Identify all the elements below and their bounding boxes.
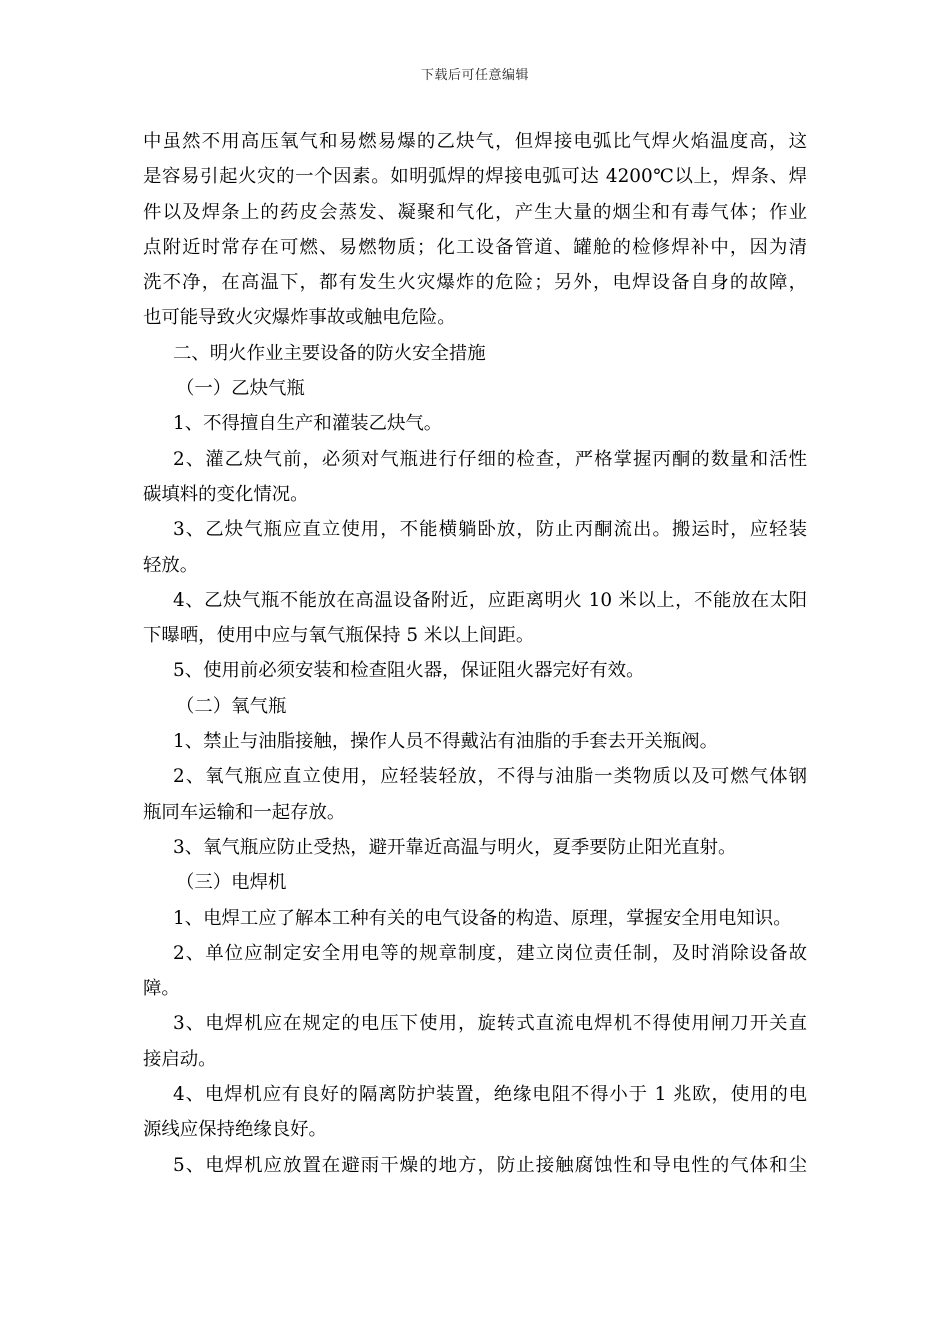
- list-item: 2、单位应制定安全用电等的规章制度，建立岗位责任制，及时消除设备故: [173, 942, 807, 964]
- list-item: 3、乙炔气瓶应直立使用，不能横躺卧放，防止丙酮流出。搬运时，应轻装: [173, 519, 807, 541]
- list-item: 4、电焊机应有良好的隔离防护装置，绝缘电阻不得小于 1 兆欧，使用的电: [173, 1084, 807, 1106]
- section-heading: 二、明火作业主要设备的防火安全措施: [173, 342, 486, 364]
- subsection-heading: （二）氧气瓶: [176, 695, 287, 717]
- list-item: 3、电焊机应在规定的电压下使用，旋转式直流电焊机不得使用闸刀开关直: [173, 1013, 807, 1035]
- list-item-continuation: 轻放。: [143, 554, 199, 576]
- list-item: 2、氧气瓶应直立使用，应轻装轻放，不得与油脂一类物质以及可燃气体钢: [173, 766, 807, 788]
- list-item-continuation: 下曝晒，使用中应与氧气瓶保持 5 米以上间距。: [143, 625, 535, 647]
- list-item: 2、灌乙炔气前，必须对气瓶进行仔细的检查，严格掌握丙酮的数量和活性: [173, 448, 807, 470]
- list-item: 4、乙炔气瓶不能放在高温设备附近，应距离明火 10 米以上，不能放在太阳: [173, 589, 807, 611]
- list-item-continuation: 障。: [143, 978, 180, 1000]
- list-item-continuation: 瓶同车运输和一起存放。: [143, 801, 346, 823]
- page-header: 下载后可任意编辑: [420, 68, 529, 83]
- paragraph-line: 是容易引起火灾的一个因素。如明弧焊的焊接电弧可达 4200℃以上，焊条、焊: [143, 166, 807, 188]
- list-item: 5、使用前必须安装和检查阻火器，保证阻火器完好有效。: [173, 660, 645, 682]
- paragraph-line: 点附近时常存在可燃、易燃物质；化工设备管道、罐舱的检修焊补中，因为清: [143, 236, 807, 258]
- list-item-continuation: 碳填料的变化情况。: [143, 483, 309, 505]
- subsection-heading: （一）乙炔气瓶: [176, 378, 305, 400]
- list-item-continuation: 源线应保持绝缘良好。: [143, 1119, 327, 1141]
- list-item-continuation: 接启动。: [143, 1048, 217, 1070]
- paragraph-line: 也可能导致火灾爆炸事故或触电危险。: [143, 307, 456, 329]
- list-item: 1、不得擅自生产和灌装乙炔气。: [173, 413, 443, 435]
- subsection-heading: （三）电焊机: [176, 872, 287, 894]
- list-item: 5、电焊机应放置在避雨干燥的地方，防止接触腐蚀性和导电性的气体和尘: [173, 1154, 807, 1176]
- list-item: 1、禁止与油脂接触，操作人员不得戴沾有油脂的手套去开关瓶阀。: [173, 731, 719, 753]
- document-body: [143, 124, 807, 1183]
- list-item: 3、氧气瓶应防止受热，避开靠近高温与明火，夏季要防止阳光直射。: [173, 836, 737, 858]
- paragraph-line: 洗不净，在高温下，都有发生火灾爆炸的危险；另外，电焊设备自身的故障，: [143, 272, 807, 294]
- paragraph-line: 件以及焊条上的药皮会蒸发、凝聚和气化，产生大量的烟尘和有毒气体；作业: [143, 201, 807, 223]
- paragraph-line: 中虽然不用高压氧气和易燃易爆的乙炔气，但焊接电弧比气焊火焰温度高，这: [143, 131, 807, 152]
- list-item: 1、电焊工应了解本工种有关的电气设备的构造、原理，掌握安全用电知识。: [173, 907, 792, 929]
